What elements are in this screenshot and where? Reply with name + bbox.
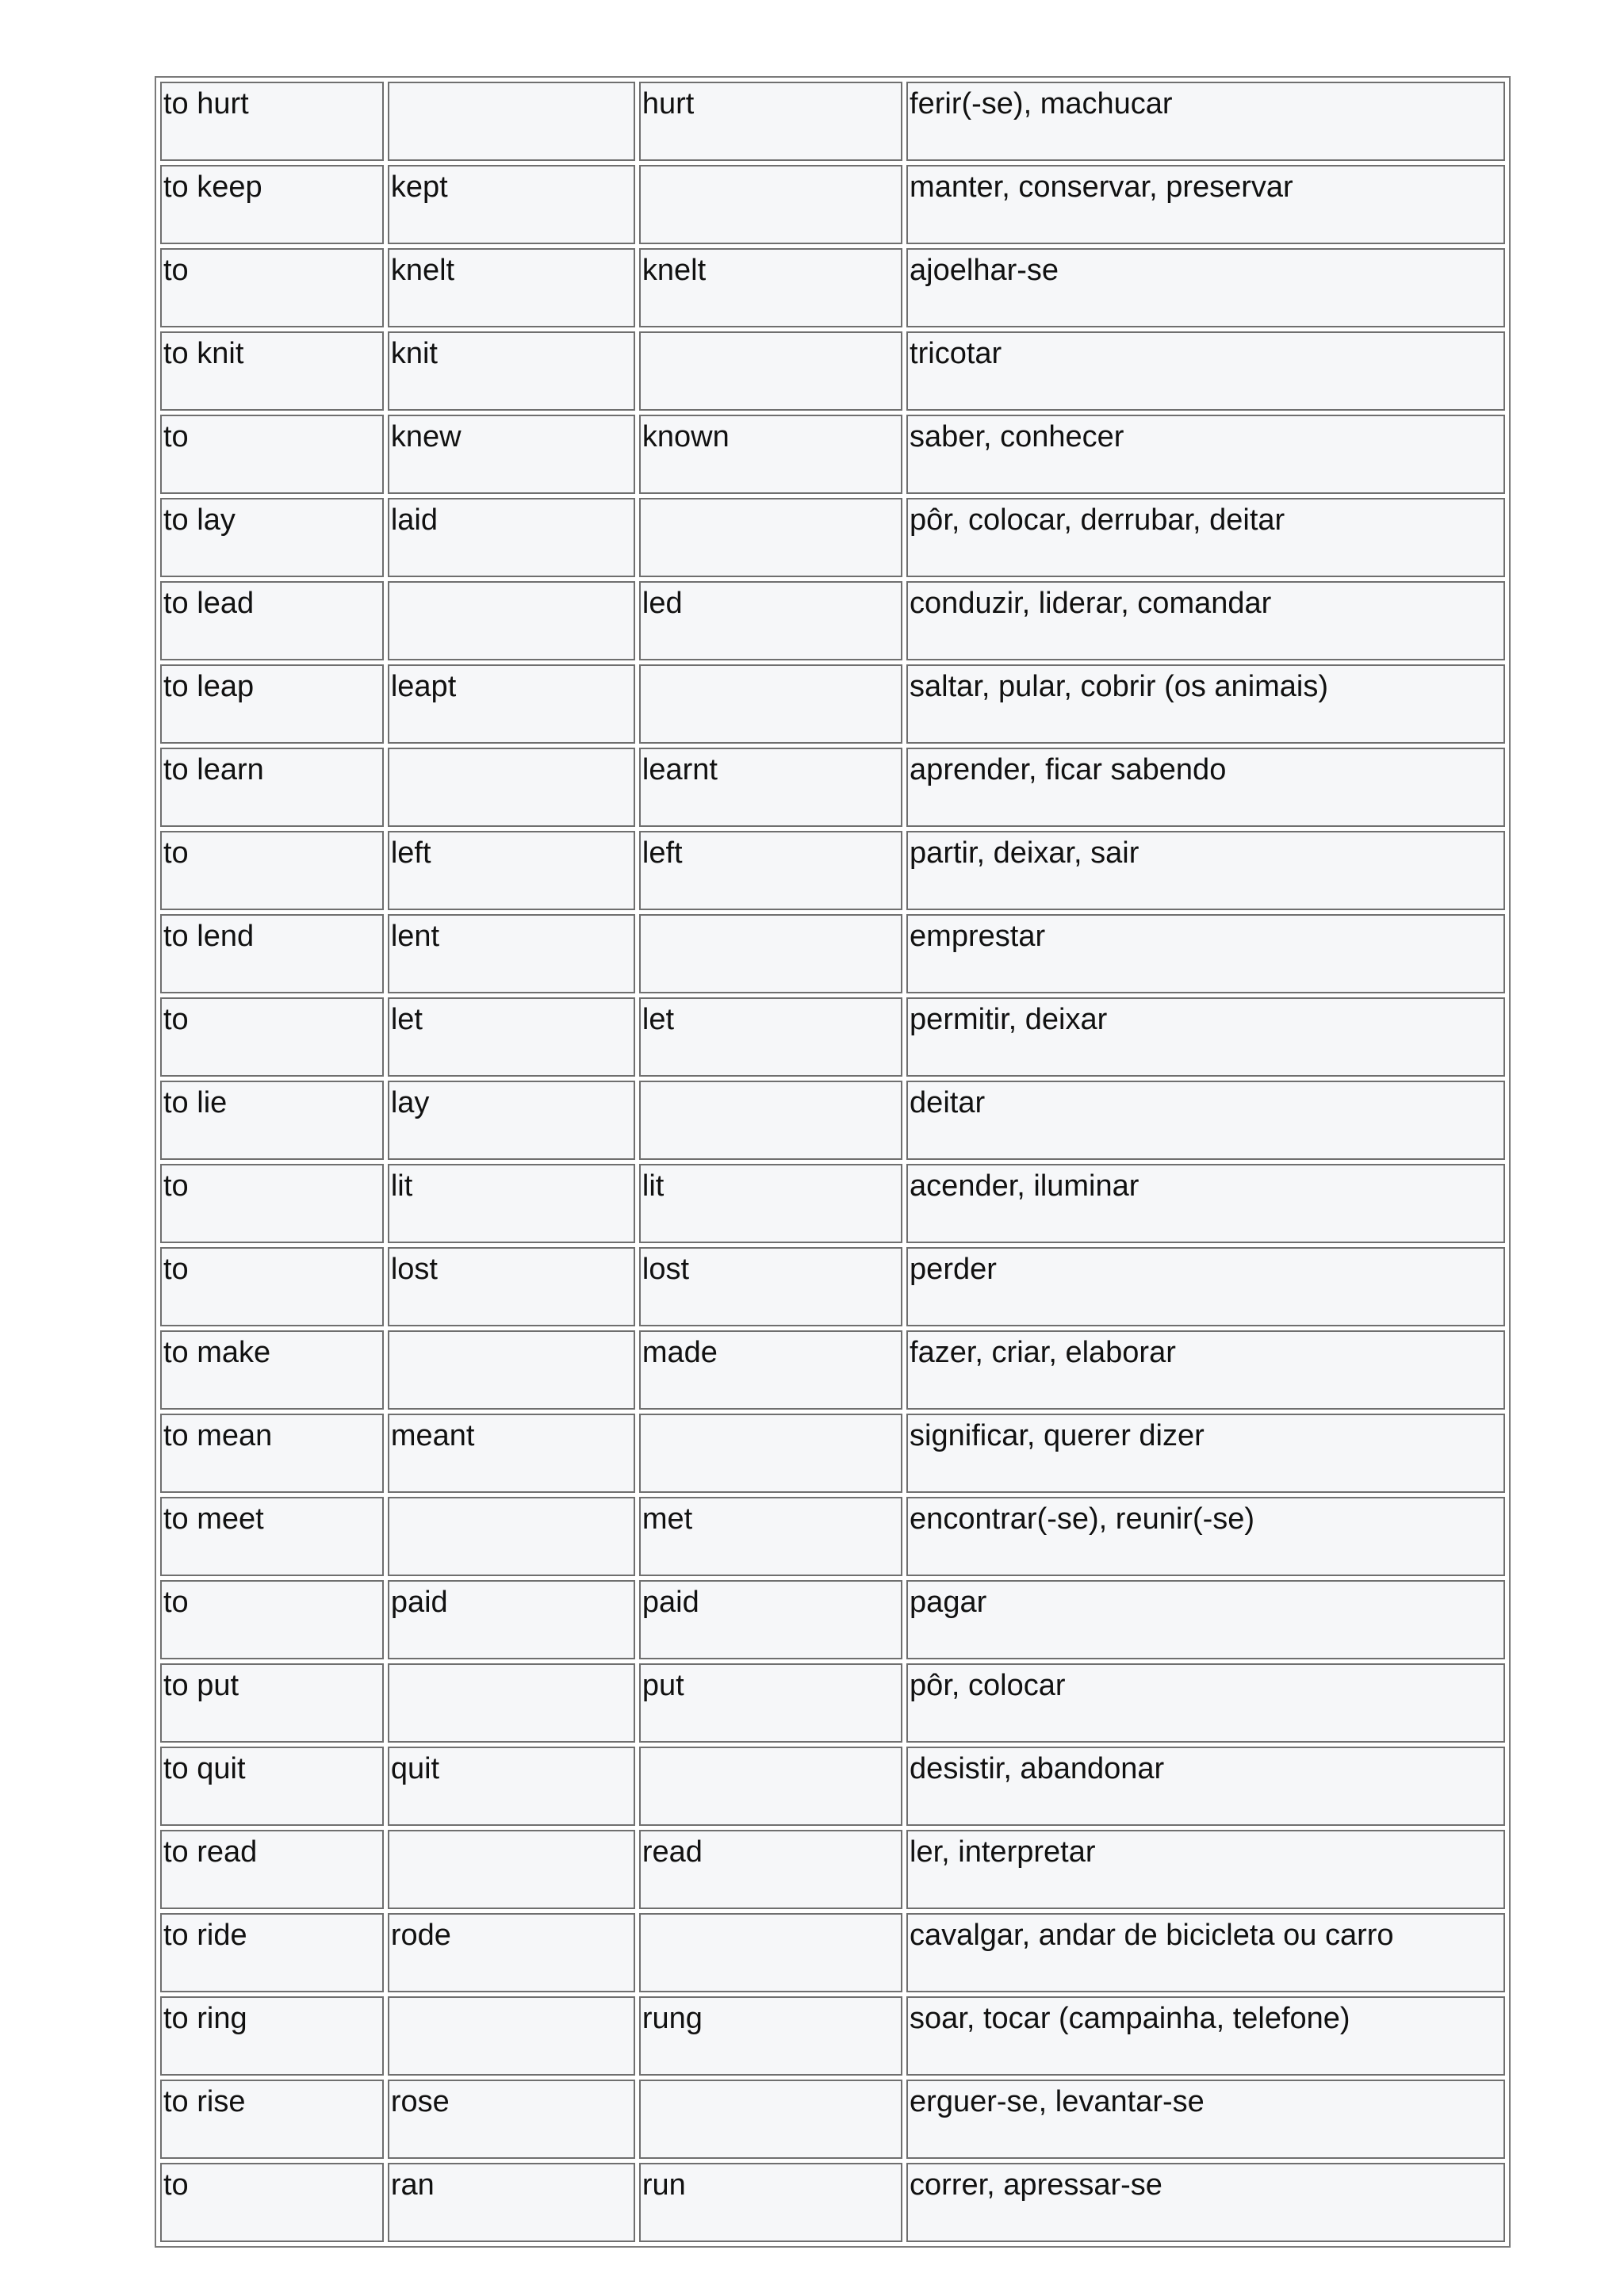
infinitive-cell: to rise (160, 2080, 384, 2159)
infinitive-cell: to quit (160, 1747, 384, 1826)
past-participle-cell (639, 1414, 902, 1493)
translation-cell: ferir(-se), machucar (906, 82, 1505, 161)
table-row (160, 1913, 1505, 1992)
past-participle-cell: rung (639, 1996, 902, 2076)
past-participle-cell (639, 664, 902, 744)
translation-cell: deitar (906, 1081, 1505, 1160)
past-participle-cell: learnt (639, 748, 902, 827)
infinitive-cell: to keep (160, 165, 384, 244)
irregular-verbs-table (155, 76, 1511, 2248)
past-simple-cell: left (388, 831, 635, 910)
infinitive-cell: to (160, 831, 384, 910)
infinitive-cell: to (160, 248, 384, 327)
infinitive-cell: to ring (160, 1996, 384, 2076)
translation-cell: emprestar (906, 914, 1505, 993)
table-row (160, 1580, 1505, 1659)
past-simple-cell: leapt (388, 664, 635, 744)
translation-cell: ler, interpretar (906, 1830, 1505, 1909)
translation-cell: erguer-se, levantar-se (906, 2080, 1505, 2159)
infinitive-cell: to put (160, 1663, 384, 1743)
table-row (160, 1330, 1505, 1410)
translation-cell: soar, tocar (campainha, telefone) (906, 1996, 1505, 2076)
infinitive-cell: to lay (160, 498, 384, 577)
translation-cell: conduzir, liderar, comandar (906, 581, 1505, 660)
past-participle-cell: made (639, 1330, 902, 1410)
table-row (160, 1663, 1505, 1743)
past-simple-cell: lit (388, 1164, 635, 1243)
past-participle-cell: led (639, 581, 902, 660)
translation-cell: partir, deixar, sair (906, 831, 1505, 910)
past-simple-cell: kept (388, 165, 635, 244)
table-row (160, 664, 1505, 744)
past-simple-cell: rode (388, 1913, 635, 1992)
past-participle-cell: run (639, 2163, 902, 2242)
table-row (160, 82, 1505, 161)
past-simple-cell: paid (388, 1580, 635, 1659)
past-participle-cell: left (639, 831, 902, 910)
past-participle-cell: met (639, 1497, 902, 1576)
table-row (160, 2163, 1505, 2242)
infinitive-cell: to ride (160, 1913, 384, 1992)
table-row (160, 498, 1505, 577)
past-simple-cell: lay (388, 1081, 635, 1160)
past-simple-cell (388, 1497, 635, 1576)
table-row (160, 248, 1505, 327)
table-row (160, 1414, 1505, 1493)
past-participle-cell: read (639, 1830, 902, 1909)
verbs-table-body (160, 82, 1505, 2242)
infinitive-cell: to (160, 415, 384, 494)
past-participle-cell: paid (639, 1580, 902, 1659)
past-simple-cell: lost (388, 1247, 635, 1326)
past-participle-cell (639, 498, 902, 577)
table-row (160, 1081, 1505, 1160)
past-simple-cell: lent (388, 914, 635, 993)
translation-cell: pagar (906, 1580, 1505, 1659)
past-simple-cell (388, 748, 635, 827)
infinitive-cell: to read (160, 1830, 384, 1909)
infinitive-cell: to lend (160, 914, 384, 993)
past-participle-cell: lost (639, 1247, 902, 1326)
past-simple-cell: meant (388, 1414, 635, 1493)
past-simple-cell (388, 1663, 635, 1743)
table-row (160, 1996, 1505, 2076)
translation-cell: acender, iluminar (906, 1164, 1505, 1243)
table-row (160, 1164, 1505, 1243)
past-simple-cell: laid (388, 498, 635, 577)
past-simple-cell (388, 1996, 635, 2076)
infinitive-cell: to hurt (160, 82, 384, 161)
infinitive-cell: to (160, 1164, 384, 1243)
past-participle-cell: lit (639, 1164, 902, 1243)
table-row (160, 1830, 1505, 1909)
translation-cell: cavalgar, andar de bicicleta ou carro (906, 1913, 1505, 1992)
past-simple-cell (388, 581, 635, 660)
table-row (160, 997, 1505, 1077)
translation-cell: significar, querer dizer (906, 1414, 1505, 1493)
table-row (160, 1747, 1505, 1826)
past-participle-cell (639, 165, 902, 244)
table-row (160, 2080, 1505, 2159)
infinitive-cell: to learn (160, 748, 384, 827)
infinitive-cell: to mean (160, 1414, 384, 1493)
translation-cell: aprender, ficar sabendo (906, 748, 1505, 827)
table-row (160, 914, 1505, 993)
past-participle-cell: hurt (639, 82, 902, 161)
translation-cell: perder (906, 1247, 1505, 1326)
past-simple-cell (388, 1330, 635, 1410)
infinitive-cell: to leap (160, 664, 384, 744)
past-simple-cell: let (388, 997, 635, 1077)
translation-cell: pôr, colocar (906, 1663, 1505, 1743)
past-participle-cell (639, 1081, 902, 1160)
past-participle-cell (639, 914, 902, 993)
table-row (160, 165, 1505, 244)
infinitive-cell: to knit (160, 331, 384, 411)
past-simple-cell: rose (388, 2080, 635, 2159)
table-row (160, 1497, 1505, 1576)
past-simple-cell: quit (388, 1747, 635, 1826)
past-simple-cell (388, 82, 635, 161)
past-participle-cell (639, 1913, 902, 1992)
past-participle-cell: known (639, 415, 902, 494)
infinitive-cell: to make (160, 1330, 384, 1410)
table-row (160, 1247, 1505, 1326)
past-simple-cell (388, 1830, 635, 1909)
infinitive-cell: to (160, 997, 384, 1077)
past-participle-cell: let (639, 997, 902, 1077)
table-row (160, 581, 1505, 660)
infinitive-cell: to (160, 2163, 384, 2242)
infinitive-cell: to meet (160, 1497, 384, 1576)
table-row (160, 831, 1505, 910)
translation-cell: encontrar(-se), reunir(-se) (906, 1497, 1505, 1576)
past-participle-cell (639, 331, 902, 411)
translation-cell: desistir, abandonar (906, 1747, 1505, 1826)
past-simple-cell: ran (388, 2163, 635, 2242)
past-participle-cell: put (639, 1663, 902, 1743)
translation-cell: permitir, deixar (906, 997, 1505, 1077)
translation-cell: ajoelhar-se (906, 248, 1505, 327)
infinitive-cell: to (160, 1580, 384, 1659)
translation-cell: correr, apressar-se (906, 2163, 1505, 2242)
translation-cell: manter, conservar, preservar (906, 165, 1505, 244)
past-simple-cell: knew (388, 415, 635, 494)
past-participle-cell: knelt (639, 248, 902, 327)
translation-cell: pôr, colocar, derrubar, deitar (906, 498, 1505, 577)
infinitive-cell: to lead (160, 581, 384, 660)
translation-cell: tricotar (906, 331, 1505, 411)
table-row (160, 748, 1505, 827)
table-row (160, 331, 1505, 411)
past-participle-cell (639, 2080, 902, 2159)
past-participle-cell (639, 1747, 902, 1826)
translation-cell: fazer, criar, elaborar (906, 1330, 1505, 1410)
infinitive-cell: to (160, 1247, 384, 1326)
translation-cell: saber, conhecer (906, 415, 1505, 494)
infinitive-cell: to lie (160, 1081, 384, 1160)
past-simple-cell: knit (388, 331, 635, 411)
table-row (160, 415, 1505, 494)
translation-cell: saltar, pular, cobrir (os animais) (906, 664, 1505, 744)
past-simple-cell: knelt (388, 248, 635, 327)
